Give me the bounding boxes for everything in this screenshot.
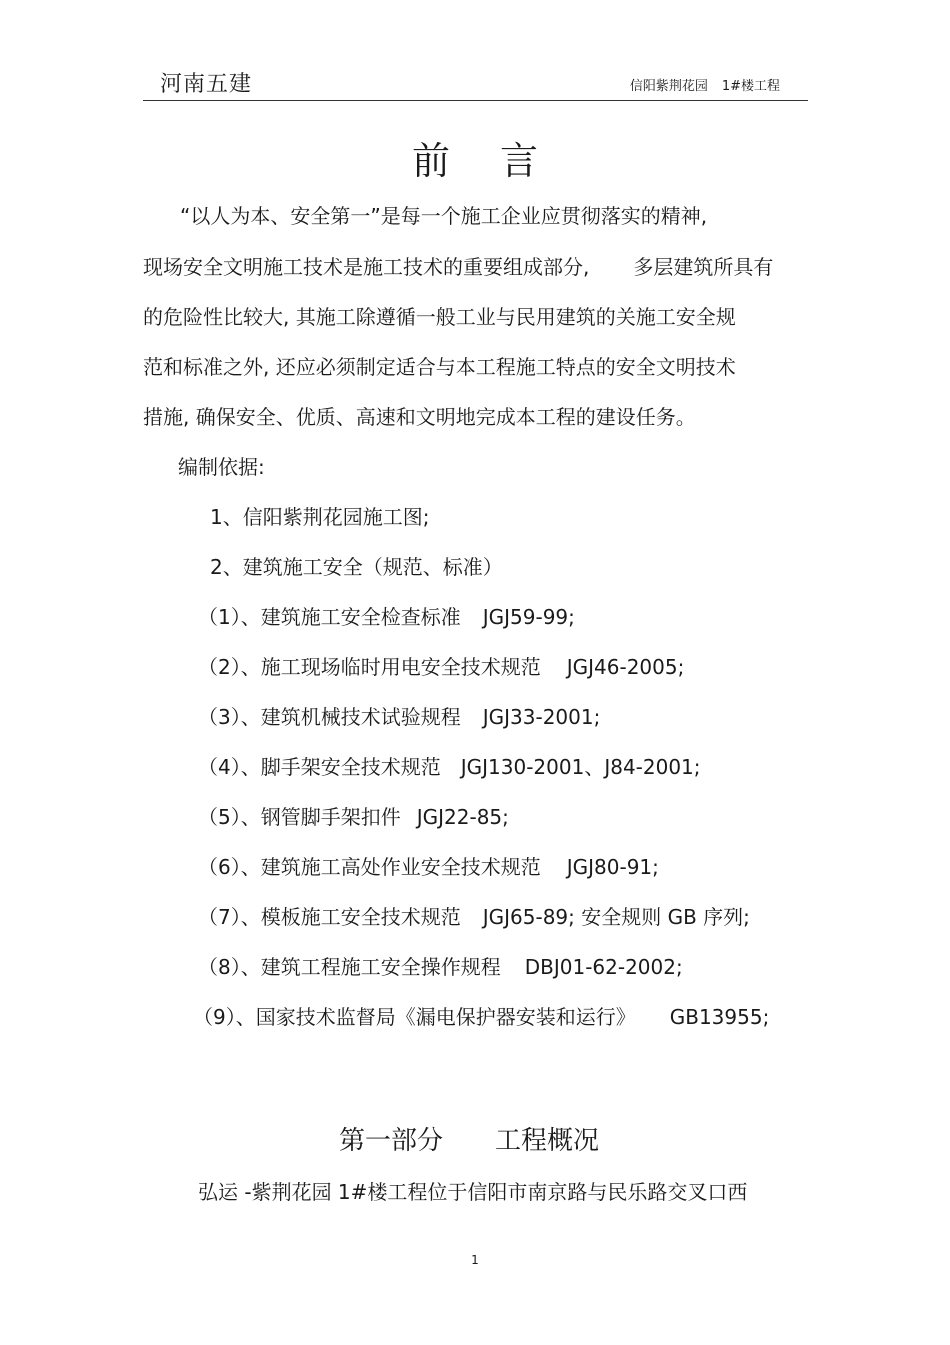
basis-item-1: 1、信阳紫荆花园施工图; bbox=[210, 505, 430, 529]
standard-label: （9）、国家技术监督局《漏电保护器安装和运行》 bbox=[193, 1005, 636, 1029]
page-title bbox=[0, 138, 950, 184]
standard-label: （8）、建筑工程施工安全操作规程 bbox=[198, 955, 501, 979]
standard-code: JGJ22-85; bbox=[416, 805, 509, 829]
standard-code: GB13955; bbox=[669, 1005, 770, 1029]
preface-line-1: “以人为本、安全第一”是每一个施工企业应贯彻落实的精神, bbox=[180, 204, 708, 228]
standard-code: DBJ01-62-2002; bbox=[524, 955, 683, 979]
standard-label: （1）、建筑施工安全检查标准 bbox=[198, 605, 461, 629]
preface-line-2 bbox=[143, 253, 773, 281]
preface-line-4: 范和标准之外, 还应必须制定适合与本工程施工特点的安全文明技术 bbox=[143, 355, 736, 379]
section-part: 第一部分 bbox=[338, 1126, 443, 1156]
title-char-1: 前 bbox=[411, 139, 450, 183]
standard-item bbox=[198, 803, 509, 831]
standard-item bbox=[198, 903, 750, 931]
basis-item-2: 2、建筑施工安全（规范、标准） bbox=[210, 555, 503, 579]
preface-line-5: 措施, 确保安全、优质、高速和文明地完成本工程的建设任务。 bbox=[143, 405, 696, 429]
standard-label: （2）、施工现场临时用电安全技术规范 bbox=[198, 655, 541, 679]
section-title bbox=[0, 1124, 944, 1158]
page-number: 1 bbox=[471, 1253, 479, 1267]
standard-code: JGJ33-2001; bbox=[482, 705, 601, 729]
standard-item bbox=[198, 953, 683, 981]
header-company: 河南五建 bbox=[160, 72, 253, 97]
standard-item bbox=[198, 603, 575, 631]
standard-item bbox=[193, 1003, 769, 1031]
standard-code: JGJ130-2001、J84-2001; bbox=[460, 755, 701, 779]
standard-item bbox=[198, 703, 600, 731]
standard-label: （5）、钢管脚手架扣件 bbox=[198, 805, 401, 829]
standard-label: （7）、模板施工安全技术规范 bbox=[198, 905, 461, 929]
standard-code: JGJ65-89; 安全规则 GB 序列; bbox=[482, 905, 750, 929]
standard-code: JGJ80-91; bbox=[566, 855, 659, 879]
preface-line-2b: 多层建筑所具有 bbox=[633, 255, 774, 279]
preface-line-2a: 现场安全文明施工技术是施工技术的重要组成部分, bbox=[143, 255, 590, 279]
basis-heading: 编制依据: bbox=[178, 455, 265, 479]
standard-item bbox=[198, 853, 659, 881]
standard-label: （6）、建筑施工高处作业安全技术规范 bbox=[198, 855, 541, 879]
standard-item bbox=[198, 753, 701, 781]
header-building: 1#楼工程 bbox=[721, 79, 780, 94]
title-char-2: 言 bbox=[500, 139, 539, 183]
header-project bbox=[630, 78, 780, 96]
standard-label: （3）、建筑机械技术试验规程 bbox=[198, 705, 461, 729]
standard-code: JGJ59-99; bbox=[482, 605, 575, 629]
header-rule bbox=[143, 100, 808, 101]
preface-line-3: 的危险性比较大, 其施工除遵循一般工业与民用建筑的关施工安全规 bbox=[143, 305, 736, 329]
standard-code: JGJ46-2005; bbox=[566, 655, 685, 679]
section-intro: 弘运 -紫荆花园 1#楼工程位于信阳市南京路与民乐路交叉口西 bbox=[198, 1180, 748, 1204]
section-name: 工程概况 bbox=[495, 1126, 600, 1156]
header-project-name: 信阳紫荆花园 bbox=[629, 79, 708, 94]
standard-label: （4）、脚手架安全技术规范 bbox=[198, 755, 441, 779]
standard-item bbox=[198, 653, 684, 681]
